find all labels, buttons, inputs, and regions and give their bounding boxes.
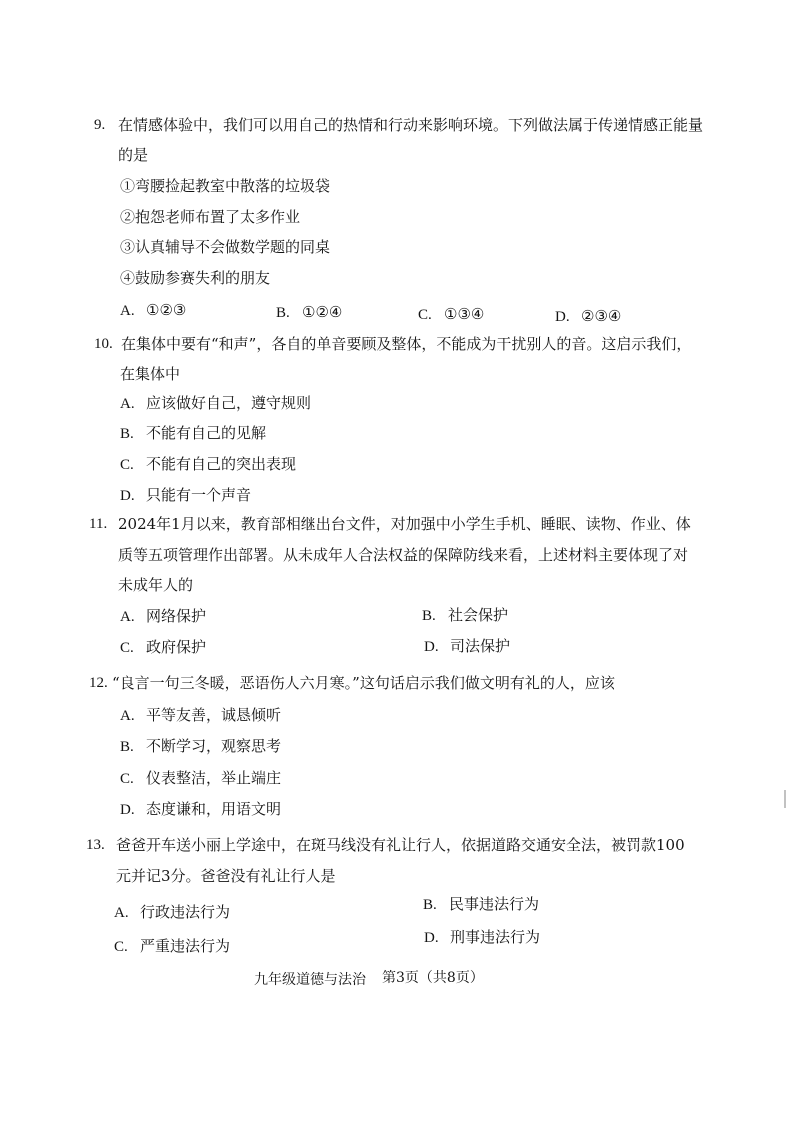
option-letter: D. [120,802,135,818]
answer-option-a [120,300,186,321]
option-text: 平等友善，诚恳倾听 [146,706,282,724]
option-letter: B. [422,608,436,624]
answer-option-d [120,799,281,820]
statement-item: ④鼓励参赛失利的朋友 [120,269,271,287]
answer-option-a [120,606,206,627]
question-stem-line: “良言一句三冬暖，恶语伤人六月寒。”这句话启示我们做文明有礼的人，应该 [112,674,615,692]
option-letter: B. [276,305,290,321]
option-letter: B. [120,739,134,755]
answer-option-a [120,393,311,414]
option-letter: A. [120,303,135,319]
question-stem-line: 在集体中要有“和声”，各自的单音要顾及整体，不能成为干扰别人的音。这启示我们， [121,335,692,353]
option-text: 只能有一个声音 [146,486,252,504]
question-stem-line: 2024年1月以来，教育部相继出台文件，对加强中小学生手机、睡眠、读物、作业、体 [118,515,691,533]
statement-item: ③认真辅导不会做数学题的同桌 [120,238,331,256]
question-number: 12. [89,675,108,691]
question-stem-line: 质等五项管理作出部署。从未成年人合法权益的保障防线来看，上述材料主要体现了对 [118,546,689,564]
option-letter: C. [120,771,134,787]
option-text: 不能有自己的见解 [146,424,267,442]
answer-option-c [120,768,281,789]
option-letter: A. [120,609,135,625]
option-letter: B. [120,426,134,442]
option-text: 不断学习，观察思考 [146,737,282,755]
option-text: 仪表整洁，举止端庄 [146,769,282,787]
answer-option-d [424,927,540,948]
scan-artifact [784,790,786,808]
question-stem-line: 爸爸开车送小丽上学途中，在斑马线没有礼让行人，依据道路交通安全法，被罚款100 [116,836,685,854]
answer-option-c [120,454,296,475]
question-stem-line: 在集体中 [120,365,181,383]
option-text: 民事违法行为 [449,895,540,913]
question-stem-line: 的是 [118,146,149,164]
option-text: 不能有自己的突出表现 [146,455,297,473]
option-letter: C. [120,457,134,473]
option-text: 司法保护 [450,637,511,655]
statement-item: ①弯腰捡起教室中散落的垃圾袋 [120,177,331,195]
statement-item: ②抱怨老师布置了太多作业 [120,208,301,226]
footer-page-number: 第3页（共8页） [382,970,484,986]
footer-subject: 九年级道德与法治 [254,972,366,988]
answer-option-a [120,705,281,726]
answer-option-d [424,636,510,657]
option-letter: C. [418,307,432,323]
option-letter: D. [120,488,135,504]
option-letter: A. [114,905,129,921]
question-number: 9. [94,117,106,133]
question-stem-line: 未成年人的 [118,576,194,594]
answer-option-c [418,304,484,325]
option-letter: A. [120,396,135,412]
question-stem-line: 元并记3分。爸爸没有礼让行人是 [116,867,336,885]
option-letter: D. [424,639,439,655]
option-text: 社会保护 [448,606,509,624]
question-number: 10. [94,336,113,352]
option-text: 严重违法行为 [140,937,231,955]
answer-option-d [555,306,621,327]
option-letter: D. [424,930,439,946]
option-text: ①③④ [444,305,485,323]
answer-option-d [120,485,251,506]
option-letter: C. [114,939,128,955]
option-text: ①②④ [302,303,343,321]
option-text: ②③④ [581,307,622,325]
option-text: ①②③ [146,301,187,319]
option-text: 态度谦和，用语文明 [146,800,282,818]
option-text: 政府保护 [146,638,207,656]
answer-option-c [120,637,206,658]
answer-option-b [422,605,508,626]
answer-option-b [120,736,281,757]
option-text: 行政违法行为 [140,903,231,921]
question-number: 13. [86,837,105,853]
answer-option-b [120,423,266,444]
option-letter: A. [120,708,135,724]
question-stem-line: 在情感体验中，我们可以用自己的热情和行动来影响环境。下列做法属于传递情感正能量 [118,116,704,134]
option-text: 刑事违法行为 [450,928,541,946]
answer-option-b [423,894,539,915]
option-text: 应该做好自己，遵守规则 [146,394,312,412]
option-letter: C. [120,640,134,656]
answer-option-b [276,302,342,323]
option-letter: B. [423,897,437,913]
option-text: 网络保护 [146,607,207,625]
option-letter: D. [555,309,570,325]
answer-option-a [114,902,230,923]
answer-option-c [114,936,230,957]
question-number: 11. [89,516,108,532]
